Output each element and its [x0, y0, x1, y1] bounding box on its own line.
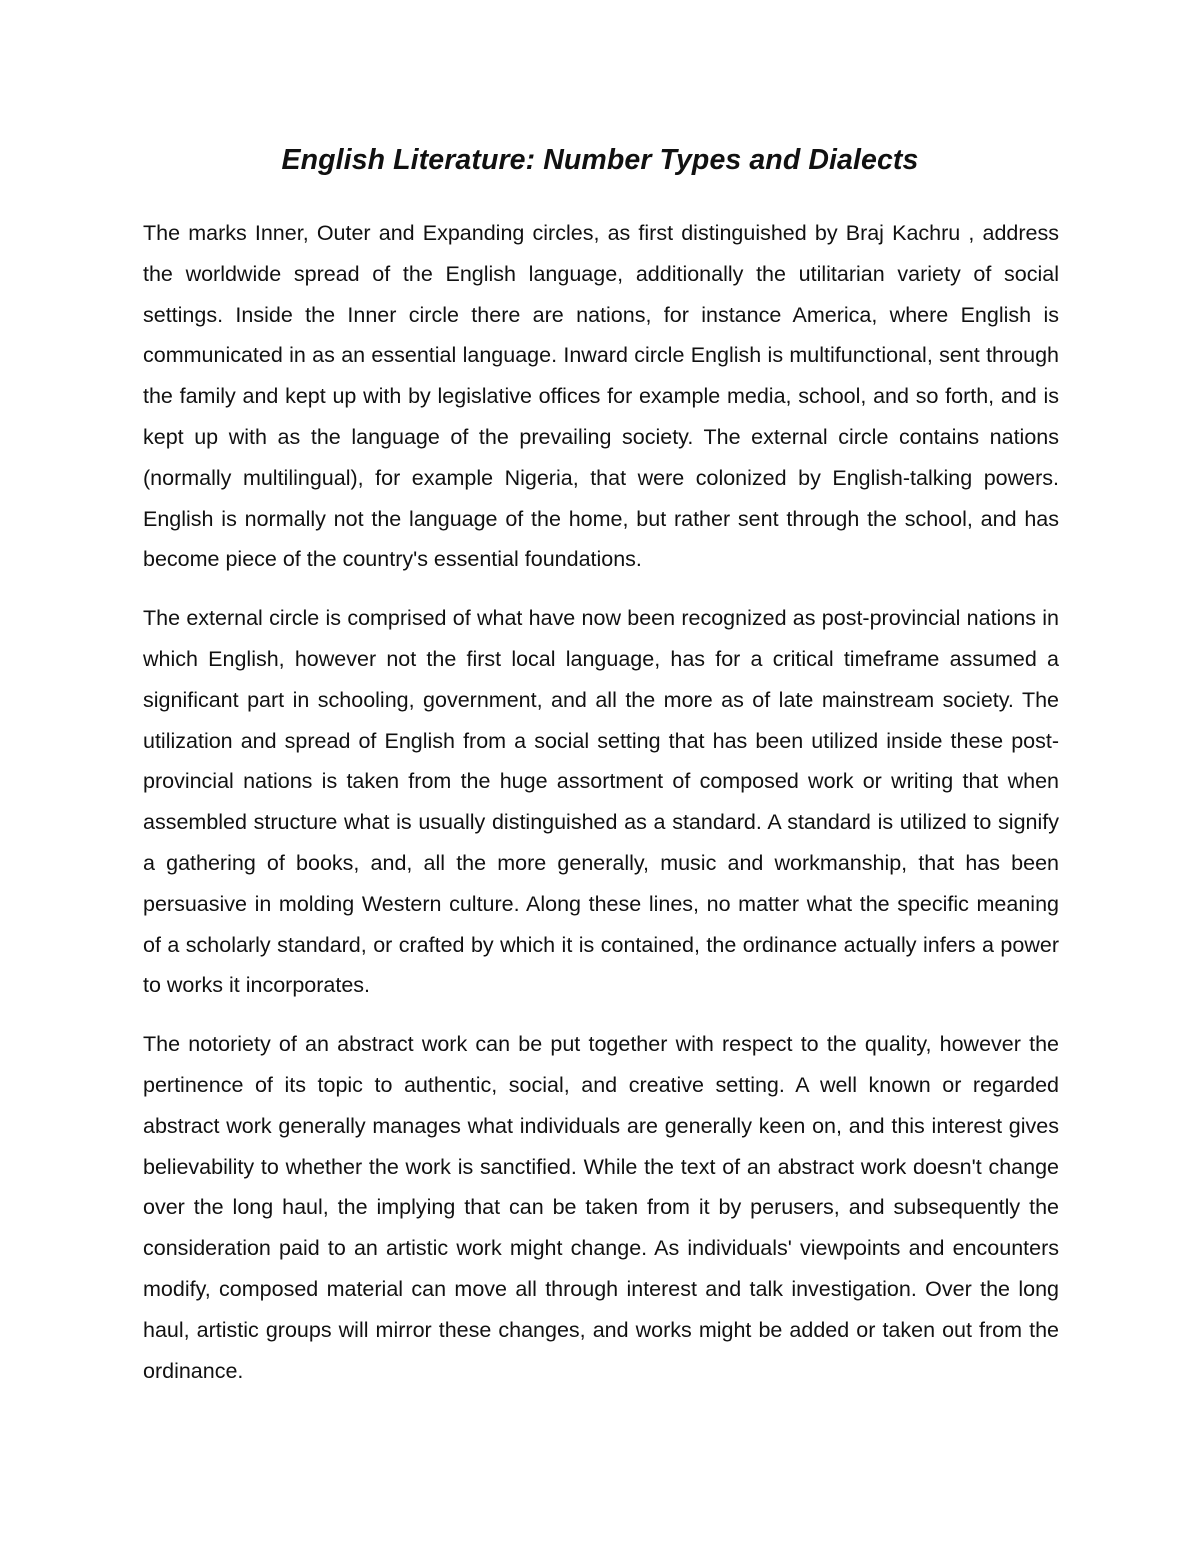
paragraph-2: The external circle is comprised of what have now been recognized as post-provincial nations in which English, however not the first local language, has for a critical timeframe assumed a significant part in schooling, government, and all the more as of late mainstream society. The utilization and spread of English from a social setting that has been utilized inside these post-provincial nations is taken from the huge assortment of composed work or writing that when assembled structure what is usually distinguished as a standard. A standard is utilized to signify a gathering of books, and, all the more generally, music and workmanship, that has been persuasive in molding Western culture. Along these lines, no matter what the specific meaning of a scholarly standard, or crafted by which it is contained, the ordinance actually infers a power to works it incorporates.: [143, 606, 1059, 998]
document-title: English Literature: Number Types and Dialects: [281, 144, 919, 176]
document-body: [143, 213, 1059, 1409]
paragraph-3: The notoriety of an abstract work can be put together with respect to the quality, however the pertinence of its topic to authentic, social, and creative setting. A well known or regarded abstract work generally manages what individuals are generally keen on, and this interest gives believability to whether the work is sanctified. While the text of an abstract work doesn't change over the long haul, the implying that can be taken from it by perusers, and subsequently the consideration paid to an artistic work might change. As individuals' viewpoints and encounters modify, composed material can move all through interest and talk investigation. Over the long haul, artistic groups will mirror these changes, and works might be added or taken out from the ordinance.: [143, 1032, 1059, 1383]
paragraph-1: The marks Inner, Outer and Expanding circles, as first distinguished by Braj Kachru , address the worldwide spread of the English language, additionally the utilitarian variety of social settings. Inside the Inner circle there are nations, for instance America, where English is communicated in as an essential language. Inward circle English is multifunctional, sent through the family and kept up with by legislative offices for example media, school, and so forth, and is kept up with as the language of the prevailing society. The external circle contains nations (normally multilingual), for example Nigeria, that were colonized by English-talking powers. English is normally not the language of the home, but rather sent through the school, and has become piece of the country's essential foundations.: [143, 221, 1059, 572]
